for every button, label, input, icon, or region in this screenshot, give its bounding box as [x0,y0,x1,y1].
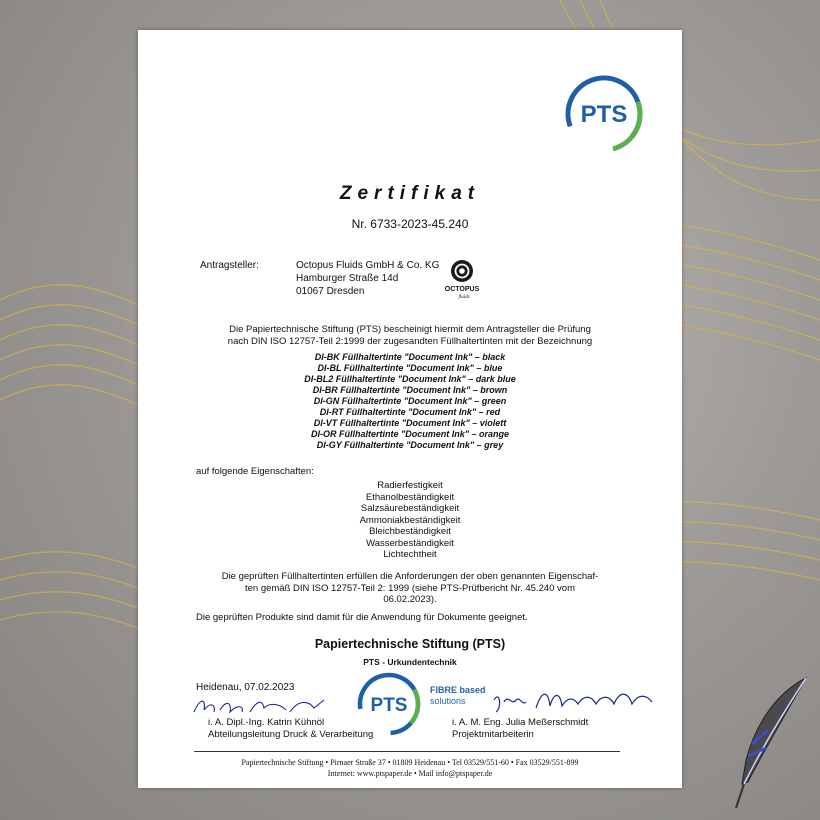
applicant-city: 01067 Dresden [296,286,365,297]
octopus-fluids-logo [440,256,484,300]
signature-left [190,694,330,718]
organization-name: Papiertechnische Stiftung (PTS) [314,637,506,651]
ink-item: DI-OR Füllhaltertinte "Document Ink" – orange [310,429,510,439]
property-item: Ammoniakbeständigkeit [359,514,461,526]
property-item: Wasserbeständigkeit [366,537,454,549]
certificate-number: Nr. 6733-2023-45.240 [351,217,469,231]
fibre-line-1: FIBRE based [430,685,486,695]
signatory-left-title: Abteilungsleitung Druck & Verarbeitung [208,729,374,740]
suitability-statement: Die geprüften Produkte sind damit für die Anwendung für Dokumente geeignet. [196,612,528,623]
conclusion-line: ten gemäß DIN ISO 12757-Teil 2: 1999 (siehe PTS-Prüfbericht Nr. 45.240 vom [244,582,576,594]
applicant-company: Octopus Fluids GmbH & Co. KG [296,260,440,271]
signatory-right [452,717,588,741]
property-item: Radierfestigkeit [377,480,443,491]
property-item: Ethanolbeständigkeit [365,491,455,503]
place-and-date: Heidenau, 07.02.2023 [196,682,295,693]
pts-logo-text: PTS [580,101,628,128]
ink-item: DI-VT Füllhaltertinte "Document Ink" – violett [313,418,507,428]
footer [138,757,682,779]
ink-item: DI-GN Füllhaltertinte "Document Ink" – green [313,396,507,406]
signatory-left-name: i. A. Dipl.-Ing. Katrin Kühnöl [208,717,325,728]
certificate-title: Zertifikat [339,183,481,204]
quill-feather-icon [718,672,818,812]
certificate-document [138,30,682,788]
octopus-logo-subtext: fluids [458,295,470,300]
pts-logo [562,72,646,156]
octopus-logo-text: OCTOPUS [444,286,480,293]
ink-item: DI-BL2 Füllhaltertinte "Document Ink" – dark blue [304,374,516,384]
signature-right [488,686,658,716]
pts-seal-logo [356,671,422,737]
property-item: Bleichbeständigkeit [369,526,451,537]
intro-paragraph [178,324,642,348]
fibre-line-2: solutions [430,696,466,706]
intro-line: Die Papiertechnische Stiftung (PTS) bescheinigt hiermit dem Antragsteller die Prüfung [229,324,591,335]
applicant-street: Hamburger Straße 14d [296,273,399,284]
ink-list [178,352,642,451]
fibre-based-solutions-label [430,685,486,707]
conclusion-line: 06.02.2023). [383,594,437,605]
organization-department: PTS - Urkundentechnik [363,657,457,667]
ink-item: DI-RT Füllhaltertinte "Document Ink" – red [319,407,501,417]
footer-address: Papiertechnische Stiftung • Pirnaer Straße 37 • 01809 Heidenau • Tel 03529/551-60 • Fax 03529/551-899 [241,758,579,767]
applicant-address [296,259,439,298]
ink-item: DI-BK Füllhaltertinte "Document Ink" – black [314,352,506,362]
signatory-left [208,717,373,741]
applicant-label: Antragsteller: [200,260,259,271]
footer-contact: Internet: www.ptspaper.de • Mail info@ptspaper.de [327,769,493,778]
ink-item: DI-BR Füllhaltertinte "Document Ink" – brown [312,385,508,395]
property-item: Lichtechtheit [383,549,437,560]
signatory-right-name: i. A. M. Eng. Julia Meßerschmidt [452,717,589,728]
intro-line: nach DIN ISO 12757-Teil 2:1999 der zugesandten Füllhaltertinten mit der Bezeichnung [227,336,593,347]
footer-divider [194,751,620,752]
ink-item: DI-BL Füllhaltertinte "Document Ink" – blue [317,363,503,373]
pts-seal-text: PTS [370,695,408,716]
property-item: Salzsäurebeständigkeit [360,503,460,514]
signatory-right-title: Projektmitarbeiterin [452,729,534,740]
conclusion-paragraph [178,571,642,606]
properties-list [178,480,642,561]
properties-label: auf folgende Eigenschaften: [196,466,314,477]
conclusion-line: Die geprüften Füllhaltertinten erfüllen die Anforderungen der oben genannten Eigenschaf- [221,571,599,582]
ink-item: DI-GY Füllhaltertinte "Document Ink" – grey [316,440,504,450]
